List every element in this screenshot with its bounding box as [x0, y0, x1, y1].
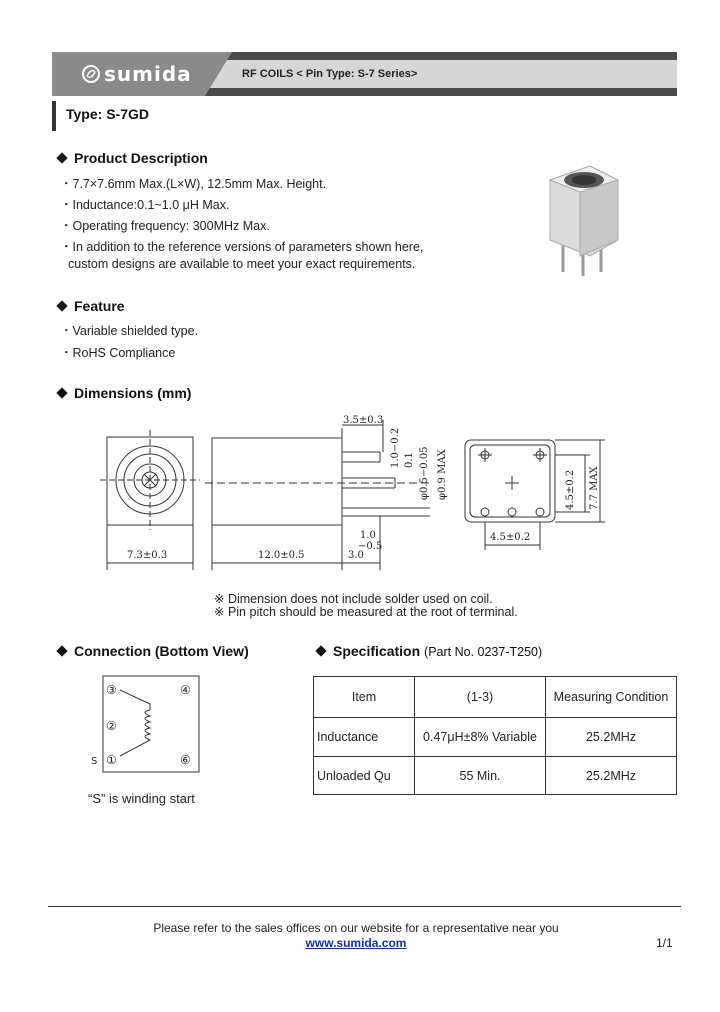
spec-cell: 25.2MHz — [546, 718, 677, 757]
spec-cell: 55 Min. — [415, 757, 546, 795]
dim-t1: 1.0 — [360, 530, 376, 541]
footer-text: Please refer to the sales offices on our website for a representative near you — [153, 921, 559, 935]
dim-t2: −0.5 — [358, 541, 383, 552]
brand-name: sumida — [104, 62, 192, 86]
desc-line: ・In addition to the reference versions of parameters shown here, — [60, 240, 424, 254]
spec-cell: 0.47μH±8% Variable — [415, 718, 546, 757]
desc-line: ・Inductance:0.1~1.0 μH Max. — [60, 198, 230, 212]
pin-6-label: ⑥ — [180, 753, 191, 767]
feature-heading: Feature — [58, 298, 125, 314]
spec-cell: 25.2MHz — [546, 757, 677, 795]
type-bar — [52, 101, 56, 131]
spec-cell: Unloaded Qu — [314, 757, 415, 795]
header-band — [52, 52, 677, 96]
spec-header-row — [314, 677, 677, 718]
desc-line: custom designs are available to meet your exact requirements. — [68, 257, 416, 271]
diamond-bullet-icon — [56, 300, 67, 311]
spec-cell: Inductance — [314, 718, 415, 757]
winding-start-label: S — [91, 756, 98, 767]
bottom-view — [465, 440, 605, 550]
footer-divider — [48, 906, 681, 907]
dim-top-width: 3.5±0.3 — [343, 415, 384, 426]
dim-front-width: 7.3±0.3 — [127, 550, 168, 561]
dim-max-side: 7.7 MAX — [589, 466, 600, 510]
connection-heading: Connection (Bottom View) — [58, 643, 249, 659]
pin-3-label: ③ — [106, 683, 117, 697]
desc-line: ・Operating frequency: 300MHz Max. — [60, 219, 270, 233]
product-photo — [538, 160, 628, 278]
dim-side-length: 12.0±0.5 — [258, 550, 305, 561]
page-number: 1/1 — [656, 936, 673, 950]
sumida-logo — [82, 60, 192, 88]
series-title: RF COILS < Pin Type: S-7 Series> — [242, 68, 418, 80]
table-row — [314, 718, 677, 757]
dim-pin-dia: φ0.5−0.05 — [419, 446, 430, 500]
pin-1-label: ① — [106, 753, 117, 767]
dimension-drawing — [0, 400, 720, 575]
spec-table — [313, 676, 677, 795]
table-row — [314, 757, 677, 795]
dim-pitch-bottom: 4.5±0.2 — [490, 532, 531, 543]
dim-pin-length: 3.0 — [348, 550, 364, 561]
diamond-bullet-icon — [56, 152, 67, 163]
pin-2-label: ② — [106, 719, 117, 733]
spec-col-header: Item — [314, 677, 415, 718]
diamond-bullet-icon — [56, 387, 67, 398]
diamond-bullet-icon — [315, 645, 326, 656]
spec-col-header: Measuring Condition — [546, 677, 677, 718]
product-description-heading: Product Description — [58, 150, 208, 166]
diamond-bullet-icon — [56, 645, 67, 656]
connection-diagram — [88, 672, 208, 776]
specification-heading: Specification (Part No. 0237-T250) — [317, 643, 542, 659]
dim-pin-max: φ0.9 MAX — [437, 449, 448, 500]
note-line: ※ Dimension does not include solder used on coil. — [214, 592, 493, 606]
sumida-logo-icon — [82, 65, 100, 83]
type-title: Type: S-7GD — [66, 106, 149, 122]
dim-tol2: 0.1 — [404, 452, 415, 468]
connection-caption: “S” is winding start — [88, 791, 195, 806]
dimensions-heading: Dimensions (mm) — [58, 385, 191, 401]
note-line: ※ Pin pitch should be measured at the root of terminal. — [214, 605, 518, 619]
feature-line: ・RoHS Compliance — [60, 346, 176, 360]
website-link[interactable]: www.sumida.com — [305, 936, 407, 950]
dim-pitch-side: 4.5±0.2 — [565, 469, 576, 510]
dim-tol1: 1.0−0.2 — [390, 427, 401, 468]
feature-line: ・Variable shielded type. — [60, 324, 199, 338]
desc-line: ・7.7×7.6mm Max.(L×W), 12.5mm Max. Height. — [60, 177, 327, 191]
pin-4-label: ④ — [180, 683, 191, 697]
spec-col-header: (1-3) — [415, 677, 546, 718]
front-view — [100, 430, 200, 570]
part-number: (Part No. 0237-T250) — [424, 645, 543, 659]
